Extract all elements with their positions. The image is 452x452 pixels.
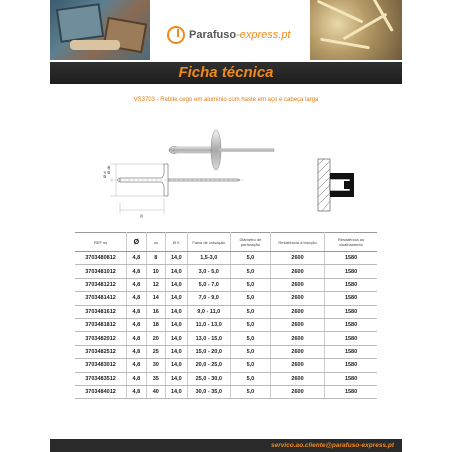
table-cell: 5,0 — [230, 359, 270, 372]
table-row — [75, 318, 377, 331]
table-cell: 30,0 - 35,0 — [187, 385, 230, 398]
table-cell: 2600 — [270, 265, 324, 278]
table-cell: 5,0 - 7,0 — [187, 278, 230, 291]
table-cell: 1580 — [325, 278, 377, 291]
table-cell: 1580 — [325, 318, 377, 331]
table-row — [75, 332, 377, 345]
table-cell: 14,0 — [165, 305, 187, 318]
table-cell: 3703481612 — [75, 305, 127, 318]
table-cell: 1580 — [325, 359, 377, 372]
table-cell: 3,0 - 5,0 — [187, 265, 230, 278]
table-cell: 5,0 — [230, 278, 270, 291]
table-cell: 16 — [146, 305, 165, 318]
logo-main-text: Parafuso — [189, 29, 237, 41]
table-cell: 3703484012 — [75, 385, 127, 398]
table-cell: 1580 — [325, 385, 377, 398]
table-cell: 14,0 — [165, 359, 187, 372]
table-cell: 2600 — [270, 385, 324, 398]
table-cell: 3703481412 — [75, 292, 127, 305]
table-cell: 3703483512 — [75, 372, 127, 385]
table-cell: 1580 — [325, 292, 377, 305]
col-tensile: Resistência à tracção — [270, 233, 324, 252]
table-cell: 12 — [146, 278, 165, 291]
table-cell: 2600 — [270, 292, 324, 305]
table-cell: 5,0 — [230, 372, 270, 385]
footer — [50, 439, 402, 452]
table-cell: 5,0 — [230, 318, 270, 331]
table-cell: 1,5-3,0 — [187, 252, 230, 265]
table-cell: 5,0 — [230, 332, 270, 345]
table-cell: 4,8 — [127, 332, 147, 345]
page-title: Ficha técnica — [178, 64, 274, 81]
table-cell: 13,0 - 15,0 — [187, 332, 230, 345]
table-cell: 3703480812 — [75, 252, 127, 265]
screw-logo-icon — [167, 26, 185, 44]
table-cell: 7,0 - 9,0 — [187, 292, 230, 305]
col-ref: REF ss — [75, 233, 127, 252]
table-cell: 1580 — [325, 332, 377, 345]
table-cell: 20 — [146, 332, 165, 345]
table-row — [75, 278, 377, 291]
table-row — [75, 385, 377, 398]
table-cell: 4,8 — [127, 318, 147, 331]
table-cell: 20,0 - 25,0 — [187, 359, 230, 372]
table-cell: 14,0 — [165, 318, 187, 331]
table-cell: 3703482012 — [75, 332, 127, 345]
table-cell: 3703482512 — [75, 345, 127, 358]
table-cell: 2600 — [270, 359, 324, 372]
table-cell: 10 — [146, 265, 165, 278]
table-cell: 2600 — [270, 345, 324, 358]
col-head-diameter: Ø K — [165, 233, 187, 252]
table-cell: 25,0 - 30,0 — [187, 372, 230, 385]
table-cell: 1580 — [325, 372, 377, 385]
tools-photo — [50, 0, 150, 60]
customer-service-email[interactable]: servico.ao.cliente@parafuso-express.pt — [270, 442, 394, 449]
table-cell: 5,0 — [230, 345, 270, 358]
table-cell: 5,0 — [230, 252, 270, 265]
table-cell: 11,0 - 13,0 — [187, 318, 230, 331]
table-cell: 30 — [146, 359, 165, 372]
table-cell: 40 — [146, 385, 165, 398]
table-cell: 18 — [146, 318, 165, 331]
table-row — [75, 345, 377, 358]
table-row — [75, 372, 377, 385]
table-cell: 3703481212 — [75, 278, 127, 291]
table-cell: 4,8 — [127, 372, 147, 385]
table-cell: 4,8 — [127, 359, 147, 372]
table-cell: 5,0 — [230, 305, 270, 318]
table-cell: 4,8 — [127, 292, 147, 305]
table-cell: 9,0 - 11,0 — [187, 305, 230, 318]
table-cell: 1580 — [325, 345, 377, 358]
table-cell: 1580 — [325, 305, 377, 318]
col-hole-diameter: Diâmetro de perfuração — [230, 233, 270, 252]
col-grip-range: Faixa de cravação — [187, 233, 230, 252]
logo-accent-text: -express.pt — [236, 29, 291, 41]
table-header-row — [75, 233, 377, 252]
table-cell: 4,8 — [127, 305, 147, 318]
table-cell: 4,8 — [127, 385, 147, 398]
table-cell: 14,0 — [165, 252, 187, 265]
table-row — [75, 305, 377, 318]
label-dk: Ø dk — [106, 165, 111, 174]
col-shear: Resistência ao cisalhamento — [325, 233, 377, 252]
table-cell: 4,8 — [127, 265, 147, 278]
table-cell: 3703483012 — [75, 359, 127, 372]
table-cell: 3703481812 — [75, 318, 127, 331]
table-row — [75, 252, 377, 265]
table-cell: 2600 — [270, 305, 324, 318]
table-cell: 1580 — [325, 265, 377, 278]
table-cell: 14,0 — [165, 332, 187, 345]
table-cell: 14 — [146, 292, 165, 305]
table-cell: 4,8 — [127, 252, 147, 265]
table-cell: 8 — [146, 252, 165, 265]
label-d: Ø d — [102, 171, 107, 178]
table-cell: 1580 — [325, 252, 377, 265]
table-cell: 5,0 — [230, 265, 270, 278]
table-cell: 14,0 — [165, 345, 187, 358]
table-cell: 4,8 — [127, 278, 147, 291]
table-cell: 15,0 - 20,0 — [187, 345, 230, 358]
table-cell: 25 — [146, 345, 165, 358]
table-cell: 5,0 — [230, 385, 270, 398]
table-cell: 3703481012 — [75, 265, 127, 278]
table-cell: 2600 — [270, 252, 324, 265]
table-cell: 14,0 — [165, 265, 187, 278]
table-cell: 4,8 — [127, 345, 147, 358]
rivet-section-drawing — [314, 155, 358, 215]
product-subtitle: VS3703 - Rebite cego em alumínio com haste em aço e cabeça larga — [133, 97, 319, 103]
logo[interactable] — [167, 26, 291, 44]
col-length: ou — [146, 233, 165, 252]
label-l: (l) — [140, 214, 144, 218]
table-cell: 5,0 — [230, 292, 270, 305]
table-cell: 14,0 — [165, 278, 187, 291]
header — [50, 0, 402, 60]
rivet-dimension-drawing — [100, 150, 250, 230]
table-cell: 14,0 — [165, 372, 187, 385]
table-cell: 14,0 — [165, 292, 187, 305]
specs-table — [75, 232, 377, 399]
title-bar — [50, 62, 402, 84]
table-cell: 2600 — [270, 372, 324, 385]
table-row — [75, 265, 377, 278]
table-cell: 2600 — [270, 278, 324, 291]
screws-photo — [310, 0, 402, 60]
table-row — [75, 292, 377, 305]
table-cell: 2600 — [270, 318, 324, 331]
datasheet-page — [50, 0, 402, 452]
table-row — [75, 359, 377, 372]
col-diameter: Ø — [127, 233, 147, 252]
table-cell: 35 — [146, 372, 165, 385]
table-cell: 14,0 — [165, 385, 187, 398]
table-cell: 2600 — [270, 332, 324, 345]
